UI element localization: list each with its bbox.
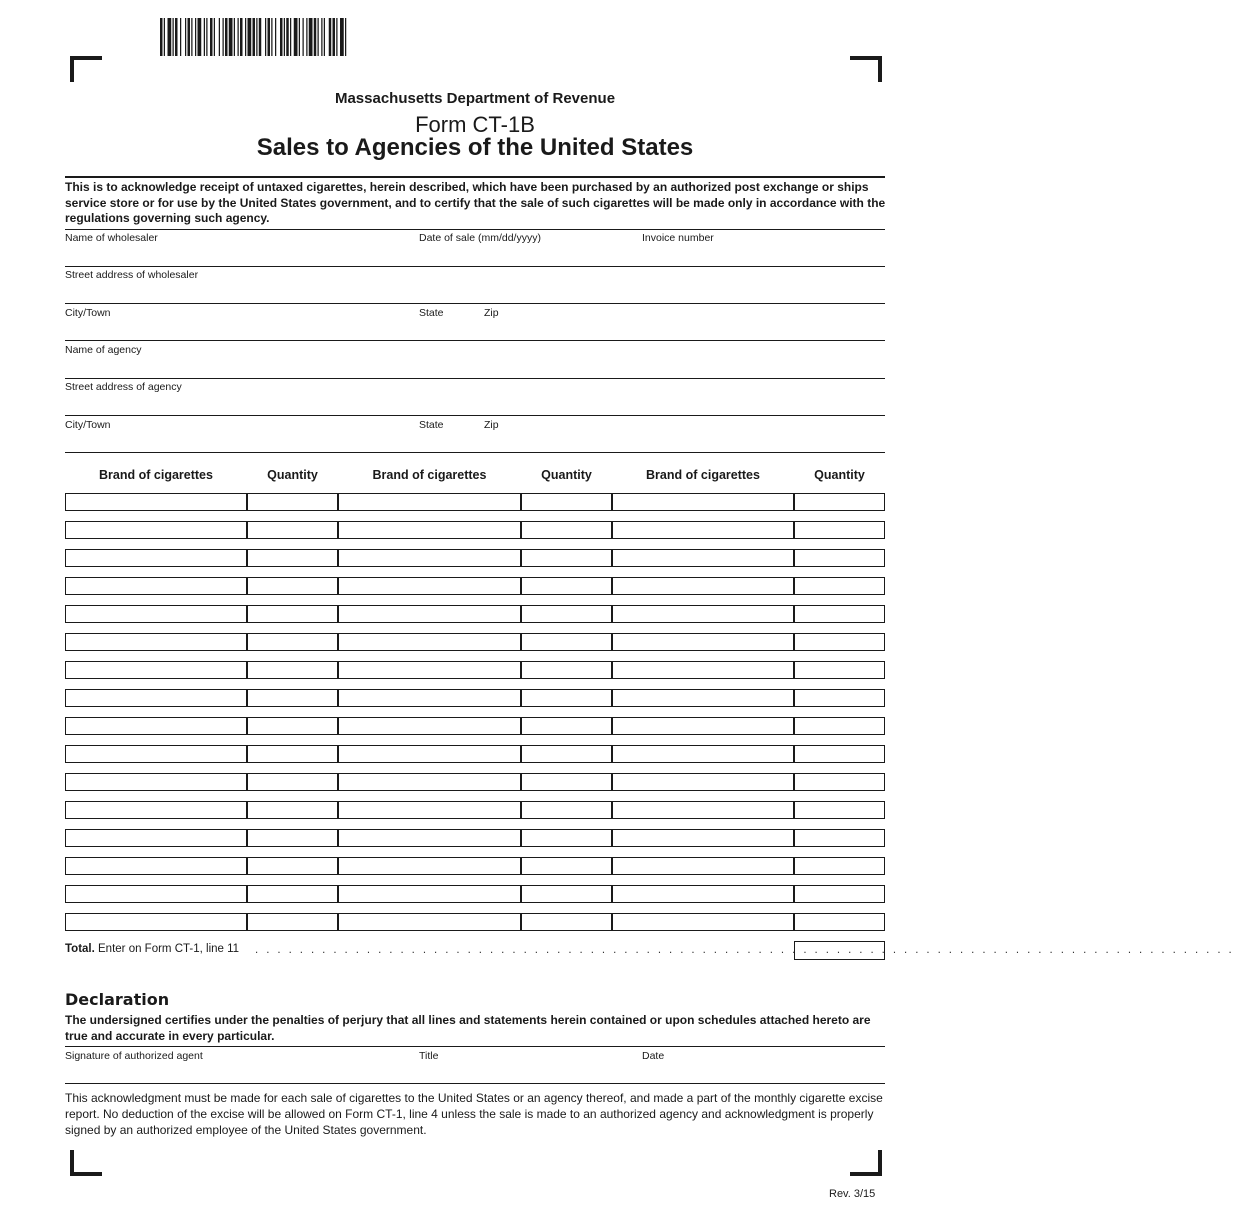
brand-input[interactable] [612,605,794,623]
brand-input[interactable] [65,577,247,595]
quantity-input[interactable] [521,717,612,735]
wholesaler-state-field[interactable]: State [419,307,444,319]
quantity-input[interactable] [247,885,338,903]
brand-input[interactable] [612,857,794,875]
brand-input[interactable] [612,717,794,735]
brand-input[interactable] [612,885,794,903]
column-header-brand: Brand of cigarettes [372,468,487,482]
quantity-input[interactable] [794,493,885,511]
brand-input[interactable] [338,577,521,595]
agency-city-field[interactable]: City/Town [65,419,111,431]
brand-input[interactable] [65,549,247,567]
quantity-input[interactable] [521,493,612,511]
brand-input[interactable] [65,689,247,707]
quantity-input[interactable] [247,661,338,679]
quantity-input[interactable] [794,913,885,931]
quantity-input[interactable] [247,493,338,511]
brand-input[interactable] [612,549,794,567]
brand-input[interactable] [65,521,247,539]
quantity-input[interactable] [794,605,885,623]
quantity-input[interactable] [521,549,612,567]
quantity-input[interactable] [794,717,885,735]
corner-mark-bottom-right [850,1150,882,1176]
field-rule [65,452,885,453]
brand-input[interactable] [338,605,521,623]
quantity-input[interactable] [794,801,885,819]
form-number: Form CT-1B [415,112,535,137]
brand-input[interactable] [65,717,247,735]
brand-input[interactable] [338,885,521,903]
brand-input[interactable] [338,913,521,931]
quantity-input[interactable] [247,857,338,875]
brand-input[interactable] [612,829,794,847]
total-instruction: Enter on Form CT-1, line 11 [98,943,240,955]
quantity-input[interactable] [794,661,885,679]
quantity-input[interactable] [247,745,338,763]
field-rule [65,1083,885,1084]
field-rule [65,340,885,341]
brand-input[interactable] [65,885,247,903]
brand-input[interactable] [65,829,247,847]
quantity-input[interactable] [794,857,885,875]
quantity-input[interactable] [247,801,338,819]
intro-text: This is to acknowledge receipt of untaxed cigarettes, herein described, which have been purchased by an authorized post exchange or ships service store or for use by the United States government, and to certify that the sale of such cigarettes will be made only in accordance with the regulations governing such agency. [65,180,886,225]
declaration-text: The undersigned certifies under the penalties of perjury that all lines and statements herein contained or upon schedules attached hereto are true and accurate in every particular. [65,1013,871,1043]
agency-street-field[interactable]: Street address of agency [65,381,182,393]
quantity-input[interactable] [521,661,612,679]
brand-input[interactable] [338,801,521,819]
quantity-input[interactable] [794,689,885,707]
quantity-input[interactable] [794,633,885,651]
agency-zip-field[interactable]: Zip [484,419,499,431]
brand-input[interactable] [65,745,247,763]
column-header-quantity: Quantity [267,468,318,482]
title-field[interactable]: Title [419,1050,439,1062]
corner-mark-top-left [70,56,102,82]
brand-input[interactable] [612,689,794,707]
quantity-input[interactable] [247,829,338,847]
corner-mark-top-right [850,56,882,82]
brand-input[interactable] [65,857,247,875]
wholesaler-city-field[interactable]: City/Town [65,307,111,319]
field-rule [65,1046,885,1047]
agency-state-field[interactable]: State [419,419,444,431]
quantity-input[interactable] [521,801,612,819]
brand-input[interactable] [338,773,521,791]
brand-input[interactable] [612,661,794,679]
quantity-input[interactable] [521,521,612,539]
quantity-input[interactable] [521,605,612,623]
brand-input[interactable] [65,913,247,931]
quantity-input[interactable] [247,521,338,539]
field-rule [65,378,885,379]
quantity-input[interactable] [521,773,612,791]
wholesaler-name-field[interactable]: Name of wholesaler [65,232,158,244]
brand-input[interactable] [338,633,521,651]
brand-input[interactable] [338,493,521,511]
column-header-quantity: Quantity [541,468,592,482]
column-header-brand: Brand of cigarettes [646,468,760,482]
brand-input[interactable] [612,493,794,511]
brand-input[interactable] [65,493,247,511]
quantity-input[interactable] [247,717,338,735]
date-of-sale-field[interactable]: Date of sale (mm/dd/yyyy) [419,232,541,244]
field-rule [65,266,885,267]
brand-input[interactable] [65,605,247,623]
field-rule [65,229,885,230]
date-field[interactable]: Date [642,1050,665,1062]
revision-label: Rev. 3/15 [829,1188,876,1200]
brand-input[interactable] [612,773,794,791]
field-rule [65,303,885,304]
brand-input[interactable] [612,633,794,651]
signature-field[interactable]: Signature of authorized agent [65,1050,203,1062]
quantity-input[interactable] [247,773,338,791]
brand-input[interactable] [612,521,794,539]
wholesaler-street-field[interactable]: Street address of wholesaler [65,269,199,281]
total-bold-label: Total. [65,943,95,955]
brand-input[interactable] [338,661,521,679]
invoice-number-field[interactable]: Invoice number [642,232,714,244]
brand-input[interactable] [65,773,247,791]
brand-input[interactable] [338,689,521,707]
wholesaler-zip-field[interactable]: Zip [484,307,499,319]
form-title: Sales to Agencies of the United States [256,134,694,161]
agency-name: Massachusetts Department of Revenue [334,90,616,107]
quantity-input[interactable] [794,521,885,539]
quantity-input[interactable] [247,549,338,567]
brand-input[interactable] [65,801,247,819]
quantity-input[interactable] [794,745,885,763]
quantity-input[interactable] [247,913,338,931]
declaration-heading: Declaration [65,990,170,1009]
quantity-input[interactable] [247,577,338,595]
brand-input[interactable] [612,801,794,819]
quantity-input[interactable] [247,605,338,623]
column-header-brand: Brand of cigarettes [99,468,213,482]
brand-input[interactable] [338,521,521,539]
agency-name-field[interactable]: Name of agency [65,344,142,356]
quantity-input[interactable] [521,745,612,763]
brand-input[interactable] [65,661,247,679]
column-header-quantity: Quantity [814,468,865,482]
quantity-input[interactable] [794,549,885,567]
quantity-input[interactable] [794,773,885,791]
brand-input[interactable] [612,745,794,763]
brand-input[interactable] [338,717,521,735]
quantity-input[interactable] [794,577,885,595]
quantity-input[interactable] [247,633,338,651]
field-rule [65,415,885,416]
brand-input[interactable] [338,549,521,567]
brand-input[interactable] [612,577,794,595]
title-rule [65,176,885,178]
quantity-input[interactable] [521,689,612,707]
quantity-input[interactable] [521,577,612,595]
brand-input[interactable] [338,745,521,763]
corner-mark-bottom-left [70,1150,102,1176]
brand-input[interactable] [338,857,521,875]
quantity-input[interactable] [521,829,612,847]
footer-text: This acknowledgment must be made for each sale of cigarettes to the United States or an agency thereof, and made a part of the monthly cigarette excise report. No deduction of the excise will be allowed on Form CT-1, line 4 unless the sale is made to an authorized agency and acknowledgment is properly signed by an authorized employee of the United States government. [65,1091,883,1137]
quantity-input[interactable] [521,633,612,651]
total-quantity-input[interactable] [794,941,885,960]
brand-input[interactable] [338,829,521,847]
total-label [65,943,239,955]
brand-input[interactable] [612,913,794,931]
quantity-input[interactable] [794,829,885,847]
quantity-input[interactable] [521,913,612,931]
quantity-input[interactable] [247,689,338,707]
quantity-input[interactable] [794,885,885,903]
leader-dots: . . . . . . . . . . . . . . . . . . . . . . . . . . . . . . . . . . . . . . . . . . . . . . . . . . . . . . . . . . . . . . . . . . . . . . . . . . . . . . . . . . . . . . . . [255,944,1234,956]
quantity-input[interactable] [521,857,612,875]
barcode [160,18,470,56]
brand-input[interactable] [65,633,247,651]
quantity-input[interactable] [521,885,612,903]
